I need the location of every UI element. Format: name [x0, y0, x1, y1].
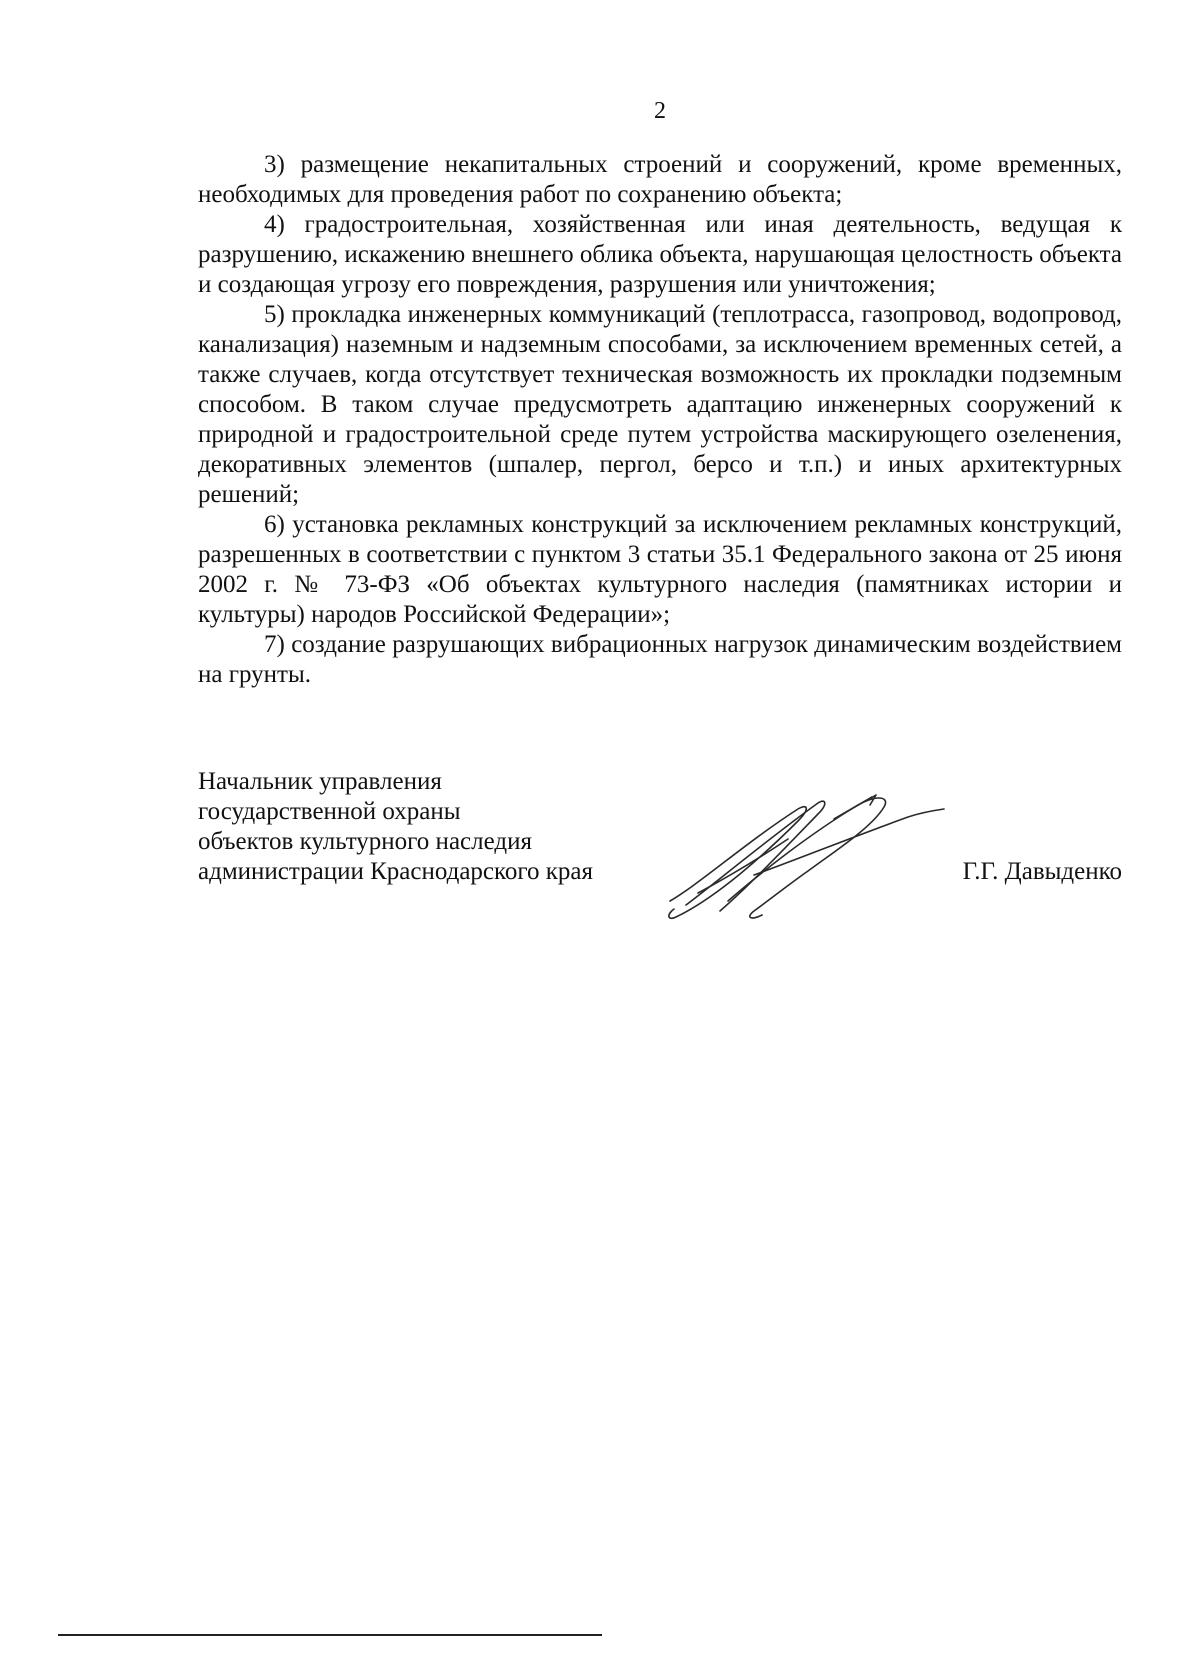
signer-title-line: объектов культурного наследия: [198, 828, 532, 855]
paragraph-item-6: 6) установка рекламных конструкций за исключением рекламных конструкций, разрешенных в соответствии с пунктом 3 статьи 35.1 Федерального закона от 25 июня 2002 г. № 73-ФЗ «Об объектах культурного наследия (памятниках истории и культуры) народов Российской Федерации»;: [198, 511, 1122, 628]
page-number: 2: [654, 98, 666, 124]
paragraph-item-3: 3) размещение некапитальных строений и сооружений, кроме временных, необходимых для проведения работ по сохранению объекта;: [198, 151, 1122, 208]
paragraph-item-4: 4) градостроительная, хозяйственная или иная деятельность, ведущая к разрушению, искажению внешнего облика объекта, нарушающая целостность объекта и создающая угрозу его повреждения, разрушения или уничтожения;: [198, 211, 1122, 298]
signer-title-line: государственной охраны: [198, 798, 461, 825]
signature-block: [198, 767, 1122, 927]
paragraph-item-5: 5) прокладка инженерных коммуникаций (теплотрасса, газопровод, водопровод, канализация) наземным и надземным способами, за исключением временных сетей, а также случаев, когда отсутствует техническая возможность их прокладки подземным способом. В таком случае предусмотреть адаптацию инженерных сооружений к природной и градостроительной среде путем устройства маскирующего озеленения, декоративных элементов (шпалер, пергол, берсо и т.п.) и иных архитектурных решений;: [198, 301, 1122, 508]
footer-divider: [58, 1634, 602, 1636]
signer-name: Г.Г. Давыденко: [962, 858, 1122, 885]
paragraph-item-7: 7) создание разрушающих вибрационных нагрузок динамическим воздействием на грунты.: [198, 631, 1122, 688]
document-body: [198, 150, 1122, 690]
handwritten-signature-icon: [658, 789, 948, 929]
signer-title: [198, 767, 593, 887]
signer-title-line: Начальник управления: [198, 768, 442, 795]
signer-title-line: администрации Краснодарского края: [198, 858, 594, 885]
